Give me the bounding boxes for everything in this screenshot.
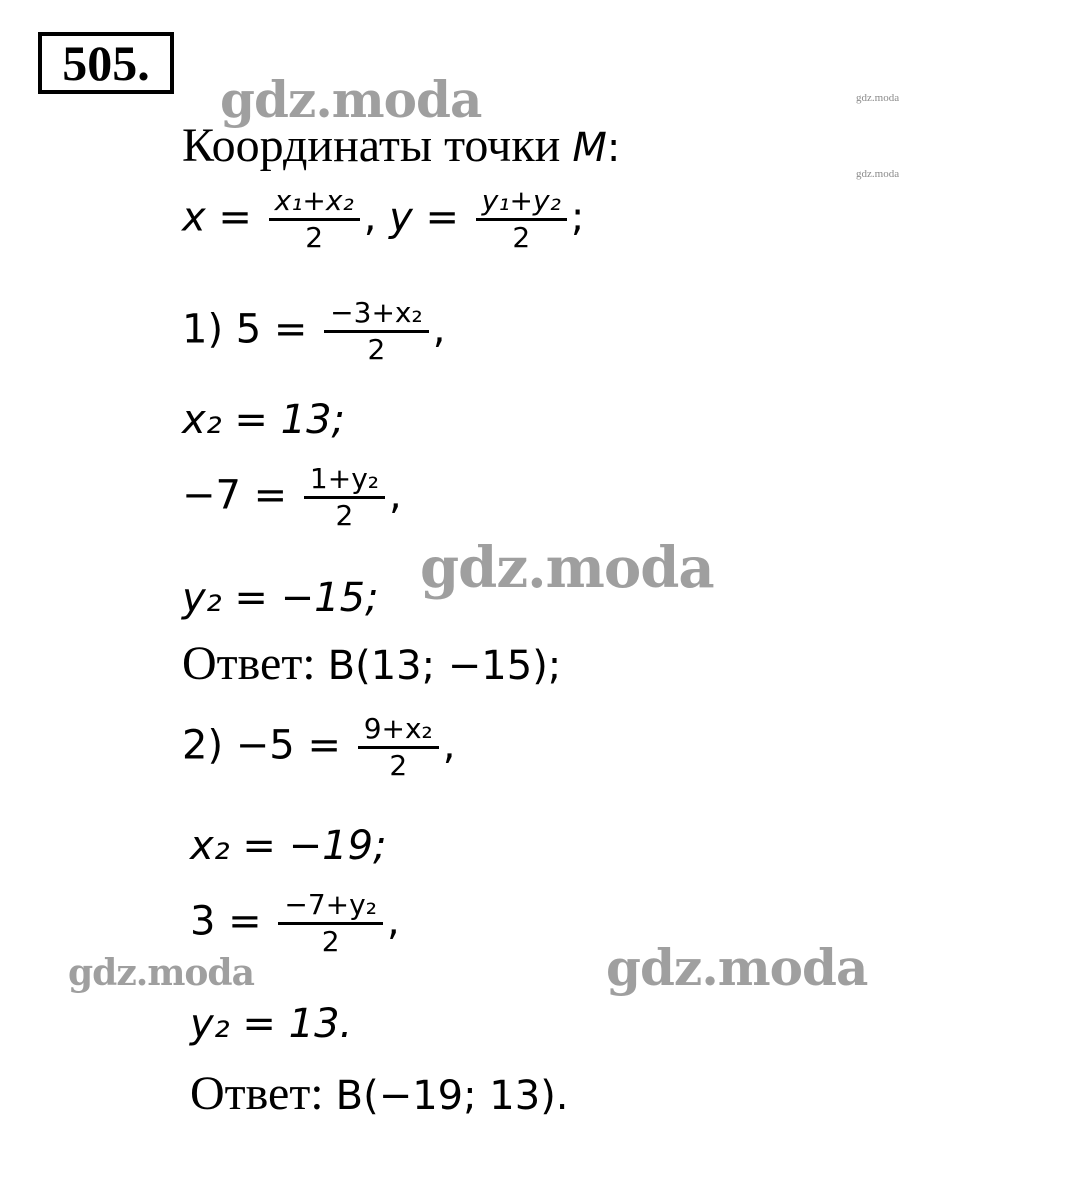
watermark: gdz.moda (606, 938, 868, 997)
formula-x-lhs: x = (182, 194, 265, 241)
part1-result-x: x₂ = 13; (182, 397, 346, 443)
part2-eq2-tail: , (386, 898, 400, 945)
part2-eq1-tail: , (442, 722, 456, 769)
part1-eq1-fraction (324, 296, 429, 367)
part1-eq2-lhs: −7 = (182, 472, 300, 519)
part2-eq2-numerator: −7+y₂ (278, 888, 383, 925)
formula-x-denominator: 2 (305, 221, 324, 254)
watermark: gdz.moda (220, 70, 482, 129)
formula-y-denominator: 2 (512, 221, 531, 254)
part2-equation-x (182, 712, 455, 783)
part2-eq1-denominator: 2 (389, 749, 408, 782)
part2-result-x: x₂ = −19; (190, 823, 387, 869)
part2-answer-value: B(−19; 13). (335, 1073, 569, 1119)
part2-equation-y (190, 888, 400, 959)
heading-variable: M (572, 125, 607, 171)
part2-answer-label: Ответ: (190, 1067, 336, 1120)
part2-answer (190, 1066, 569, 1124)
part1-eq2-tail: , (389, 472, 402, 519)
formula-tail: ; (570, 194, 585, 241)
part1-answer-value: B(13; −15); (327, 643, 562, 689)
watermark-small: gdz.moda (856, 168, 900, 180)
part1-answer-label: Ответ: (182, 637, 328, 690)
part2-eq2-denominator: 2 (321, 925, 340, 958)
formula-y-numerator: y₁+y₂ (476, 184, 567, 221)
formula-x-numerator: x₁+x₂ (269, 184, 360, 221)
part1-equation-x (182, 296, 445, 367)
midpoint-formula (182, 184, 584, 255)
problem-number: 505. (38, 32, 174, 94)
part1-eq2-numerator: 1+y₂ (304, 462, 385, 499)
part2-eq1-lhs: 2) −5 = (182, 722, 354, 769)
part1-eq1-lhs: 1) 5 = (182, 306, 321, 353)
part2-eq1-fraction (358, 712, 439, 783)
watermark: gdz.moda (68, 952, 254, 994)
part1-eq1-denominator: 2 (367, 333, 386, 366)
part2-eq2-fraction (278, 888, 383, 959)
formula-y-lhs: y = (389, 194, 472, 241)
formula-separator: , (363, 194, 390, 241)
formula-y-fraction (476, 184, 567, 255)
heading-colon: : (606, 125, 621, 171)
part1-equation-y (182, 462, 402, 533)
part2-eq1-numerator: 9+x₂ (358, 712, 439, 749)
part1-result-y: y₂ = −15; (182, 575, 379, 621)
part1-eq1-tail: , (432, 306, 446, 353)
watermark: gdz.moda (420, 535, 714, 601)
part1-eq2-fraction (304, 462, 385, 533)
watermark-small: gdz.moda (856, 92, 900, 104)
part2-result-y: y₂ = 13. (190, 1001, 353, 1047)
part2-eq2-lhs: 3 = (190, 898, 275, 945)
formula-x-fraction (269, 184, 360, 255)
part1-eq2-denominator: 2 (335, 499, 354, 532)
part1-eq1-numerator: −3+x₂ (324, 296, 429, 333)
heading (182, 118, 620, 176)
heading-text: Координаты точки (182, 119, 573, 172)
part1-answer (182, 636, 561, 694)
